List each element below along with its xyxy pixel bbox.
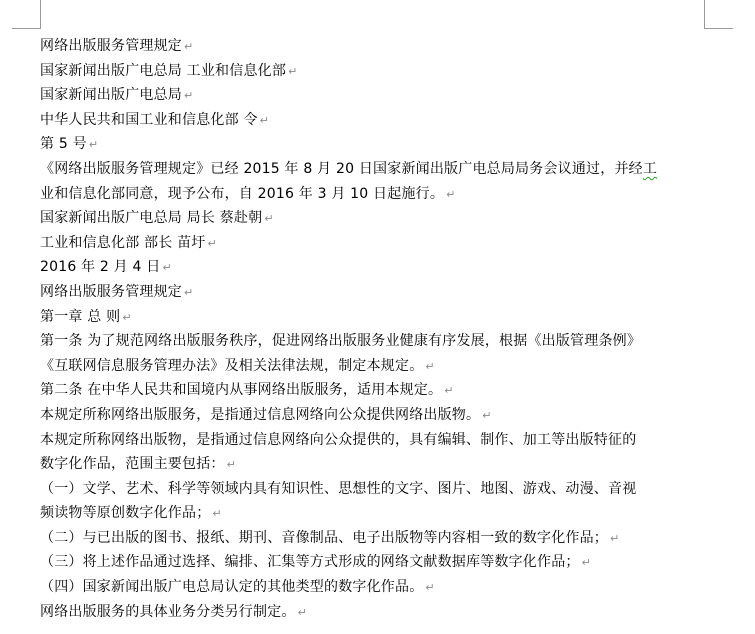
line-text: 第一条 为了规范网络出版服务秩序，促进网络出版服务业健康有序发展，根据《出版管理条例》 [40, 333, 642, 350]
text-line[interactable] [40, 600, 715, 625]
text-line[interactable] [40, 526, 715, 551]
text-line[interactable] [40, 231, 715, 256]
paragraph-mark-icon: ↵ [226, 458, 237, 472]
paragraph-mark-icon: ↵ [259, 113, 270, 127]
text-line[interactable] [40, 477, 715, 502]
line-text: （三）将上述作品通过选择、编排、汇集等方式形成的网络文献数据库等数字化作品； [40, 554, 580, 571]
paragraph-mark-icon: ↵ [162, 261, 172, 275]
line-text: 第 5 号 [40, 136, 87, 153]
text-line[interactable] [40, 452, 715, 477]
line-text: 本规定所称网络出版物，是指通过信息网络向公众提供的，具有编辑、制作、加工等出版特征的 [40, 431, 637, 448]
line-text: 国家新闻出版广电总局 局长 蔡赴朝 [40, 210, 263, 227]
text-line[interactable] [40, 182, 715, 207]
text-line[interactable] [40, 255, 715, 280]
text-line[interactable] [40, 354, 715, 379]
paragraph-mark-icon: ↵ [88, 138, 99, 152]
line-text: 本规定所称网络出版服务，是指通过信息网络向公众提供网络出版物。 [40, 406, 481, 423]
line-text: （一）文学、艺术、科学等领域内具有知识性、思想性的文字、图片、地图、游戏、动漫、音视 [40, 480, 637, 497]
line-text: 国家新闻出版广电总局 工业和信息化部 [40, 62, 287, 79]
top-left-margin-marker [12, 0, 41, 29]
text-line[interactable] [40, 329, 715, 354]
text-line[interactable] [40, 34, 715, 59]
line-text: （二）与已出版的图书、报纸、期刊、音像制品、电子出版物等内容相一致的数字化作品； [40, 529, 608, 546]
text-line[interactable] [40, 280, 715, 305]
paragraph-mark-icon: ↵ [581, 556, 592, 570]
paragraph-mark-icon: ↵ [297, 605, 308, 619]
line-text: 《网络出版服务管理规定》已经 2015 年 8 月 20 日国家新闻出版广电总局局务会议通过，并经 [40, 160, 643, 177]
paragraph-mark-icon: ↵ [264, 212, 274, 226]
text-line[interactable] [40, 501, 715, 526]
line-text: 工业和信息化部 部长 苗圩 [40, 234, 206, 251]
line-text: 2016 年 2 月 4 日 [40, 259, 161, 276]
paragraph-mark-icon: ↵ [207, 236, 217, 250]
line-text: 网络出版服务管理规定 [40, 283, 182, 300]
paragraph-mark-icon: ↵ [425, 359, 435, 373]
paragraph-mark-icon: ↵ [212, 507, 222, 521]
line-text: 第一章 总 则 [40, 308, 121, 325]
text-line[interactable] [40, 157, 715, 182]
paragraph-mark-icon: ↵ [446, 187, 456, 201]
line-text: 业和信息化部同意，现予公布，自 2016 年 3 月 10 日起施行。 [40, 185, 445, 202]
paragraph-mark-icon: ↵ [122, 310, 132, 324]
paragraph-mark-icon: ↵ [444, 384, 454, 398]
text-line[interactable] [40, 206, 715, 231]
paragraph-mark-icon: ↵ [184, 40, 194, 53]
paragraph-mark-icon: ↵ [482, 408, 492, 422]
text-line[interactable] [40, 428, 715, 453]
text-line[interactable] [40, 575, 715, 600]
text-line[interactable] [40, 378, 715, 403]
paragraph-mark-icon: ↵ [425, 581, 435, 595]
spelling-flag-text[interactable]: 工 [642, 160, 658, 177]
paragraph-mark-icon: ↵ [610, 531, 620, 545]
text-line[interactable] [40, 132, 715, 157]
document-body[interactable] [40, 34, 715, 624]
line-text: 《互联网信息服务管理办法》及相关法律法规，制定本规定。 [40, 357, 424, 374]
text-line[interactable] [40, 305, 715, 330]
line-text: 第二条 在中华人民共和国境内从事网络出版服务，适用本规定。 [40, 382, 443, 399]
text-line[interactable] [40, 108, 715, 133]
line-text: 国家新闻出版广电总局 [40, 87, 182, 104]
line-text: （四）国家新闻出版广电总局认定的其他类型的数字化作品。 [40, 579, 424, 596]
top-right-margin-marker [704, 0, 733, 29]
paragraph-mark-icon: ↵ [184, 285, 194, 299]
paragraph-mark-icon: ↵ [288, 64, 298, 78]
text-line[interactable] [40, 83, 715, 108]
line-text: 数字化作品，范围主要包括： [40, 456, 225, 473]
line-text: 中华人民共和国工业和信息化部 令 [40, 111, 258, 128]
text-line[interactable] [40, 550, 715, 575]
line-text: 频读物等原创数字化作品； [40, 505, 211, 522]
text-line[interactable] [40, 403, 715, 428]
paragraph-mark-icon: ↵ [184, 89, 194, 103]
line-text: 网络出版服务管理规定 [40, 38, 182, 54]
line-text: 网络出版服务的具体业务分类另行制定。 [40, 603, 296, 620]
text-line[interactable] [40, 59, 715, 84]
